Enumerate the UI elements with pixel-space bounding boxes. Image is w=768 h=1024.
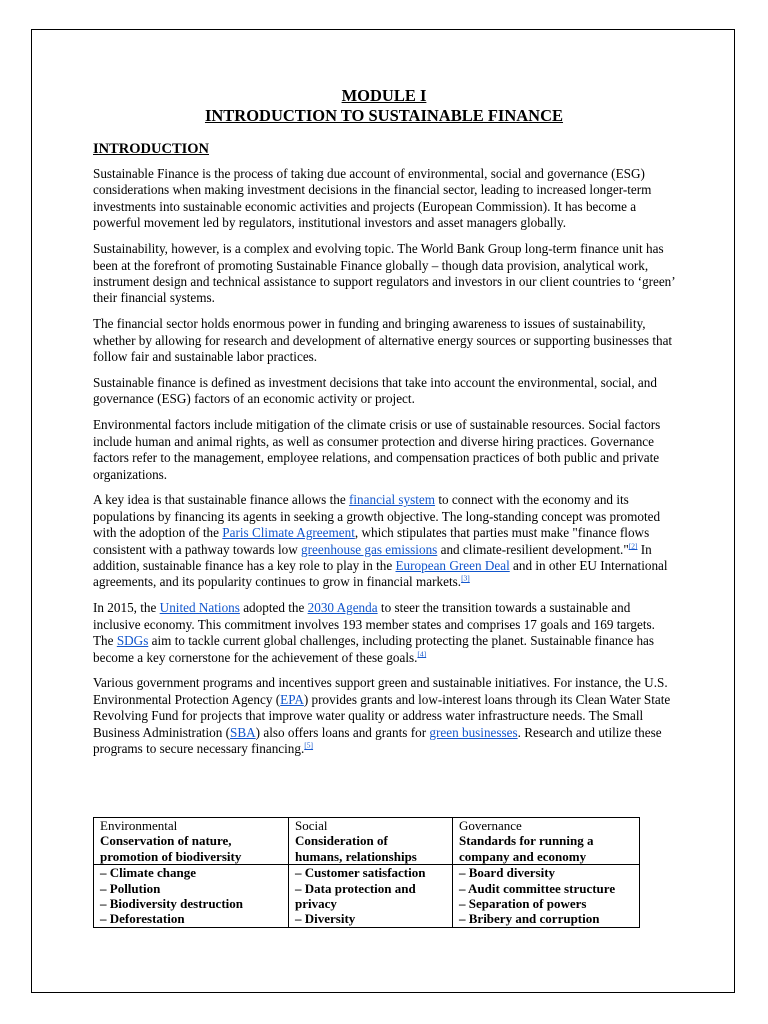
list-item: – Diversity bbox=[295, 911, 356, 927]
paragraph-7 bbox=[93, 600, 675, 666]
link-2030-agenda[interactable]: 2030 Agenda bbox=[307, 600, 378, 616]
header-subtitle: Conservation of nature, bbox=[100, 833, 232, 849]
paragraph-2: Sustainability, however, is a complex and evolving topic. The World Bank Group long-term finance unit has been at the forefront of promoting Sustainable Finance globally – though data provision, analytical work, instrument design and technical assistance to support regulators and investors in our client countries to ‘green’ their financial systems. bbox=[93, 241, 675, 306]
environmental-items bbox=[94, 865, 289, 928]
link-european-green-deal[interactable]: European Green Deal bbox=[395, 558, 510, 574]
list-item: – Climate change bbox=[100, 865, 197, 881]
p8-text-3: ) also offers loans and grants for bbox=[255, 724, 430, 740]
paragraph-3: The financial sector holds enormous power in funding and bringing awareness to issues of sustainability, whether by allowing for research and development of alternative energy sources or supporting businesses that follow fair and sustainable labor practices. bbox=[93, 316, 673, 365]
paragraph-4: Sustainable finance is defined as investment decisions that take into account the environmental, social, and governance (ESG) factors of an economic activity or project. bbox=[93, 374, 657, 407]
document-body bbox=[93, 86, 675, 758]
list-item: – Board diversity bbox=[459, 865, 556, 881]
document-title: INTRODUCTION TO SUSTAINABLE FINANCE bbox=[204, 106, 564, 125]
esg-table bbox=[93, 817, 640, 928]
list-item: – Customer satisfaction bbox=[295, 865, 426, 881]
footnote-ref-4[interactable]: [4] bbox=[417, 649, 427, 659]
paragraph-8 bbox=[93, 675, 675, 757]
p7-text-4: aim to tackle current global challenges, including protecting the planet. Sustainable finance has become a key cornerstone for the achievement of these goals. bbox=[93, 633, 655, 665]
header-subtitle: promotion of biodiversity bbox=[100, 848, 242, 864]
header-label: Social bbox=[295, 818, 328, 833]
p6-text-5: In addition, sustainable finance has a key role to play in the bbox=[93, 541, 652, 574]
header-governance bbox=[453, 818, 640, 865]
link-greenhouse-gas-emissions[interactable]: greenhouse gas emissions bbox=[301, 541, 438, 557]
list-item: – Deforestation bbox=[100, 911, 185, 927]
header-social bbox=[289, 818, 453, 865]
footnote-ref-3[interactable]: [3] bbox=[461, 574, 470, 584]
list-item: privacy bbox=[295, 896, 337, 912]
link-green-businesses[interactable]: green businesses bbox=[429, 724, 518, 740]
header-environmental bbox=[94, 818, 289, 865]
social-items bbox=[289, 865, 453, 928]
header-label: Environmental bbox=[100, 818, 178, 833]
list-item: – Bribery and corruption bbox=[459, 911, 600, 927]
list-item: – Separation of powers bbox=[459, 896, 587, 912]
esg-items-row bbox=[94, 865, 640, 928]
link-financial-system[interactable]: financial system bbox=[348, 492, 436, 508]
paragraph-6 bbox=[93, 492, 675, 590]
paragraph-1: Sustainable Finance is the process of taking due account of environmental, social and governance (ESG) considerations when making investment decisions in the financial sector, leading to increased longer-term investments into sustainable economic activities and projects (European Commission). It has become a powerful movement led by regulators, institutional investors and asset managers globally. bbox=[93, 166, 652, 231]
footnote-ref-2[interactable]: [2] bbox=[628, 541, 638, 551]
p6-text-4: and climate-resilient development." bbox=[437, 541, 629, 557]
list-item: – Pollution bbox=[100, 880, 161, 896]
link-sba[interactable]: SBA bbox=[230, 724, 256, 740]
p6-text-6: and in other EU International agreements, and its popularity continues to grow in financial markets. bbox=[93, 558, 668, 590]
p6-text-2: to connect with the economy and its populations by financing its agents in seeking a growth objective. The long-standing concept was promoted with the adoption of the bbox=[93, 492, 661, 541]
p8-text-4: . Research and utilize these programs to secure necessary financing. bbox=[93, 724, 662, 757]
header-subtitle: humans, relationships bbox=[295, 848, 417, 864]
p8-text-2: ) provides grants and low-interest loans through its Clean Water State Revolving Fund for projects that improve water quality or address water infrastructure needs. The Small Business Administration ( bbox=[93, 691, 671, 740]
footnote-ref-5[interactable]: [5] bbox=[304, 740, 314, 750]
governance-items bbox=[453, 865, 640, 928]
paragraph-5: Environmental factors include mitigation of the climate crisis or use of sustainable resources. Social factors include human and animal rights, as well as consumer protection and diverse hiring practices. Governance factors refer to the management, employee relations, and compensation practices of both public and private organizations. bbox=[93, 417, 661, 482]
p6-text-1: A key idea is that sustainable finance allows the bbox=[93, 492, 349, 508]
header-subtitle: Consideration of bbox=[295, 833, 388, 849]
esg-header-row bbox=[94, 818, 640, 865]
link-epa[interactable]: EPA bbox=[280, 691, 304, 707]
list-item: – Audit committee structure bbox=[459, 880, 616, 896]
header-label: Governance bbox=[459, 818, 522, 833]
list-item: – Biodiversity destruction bbox=[100, 896, 243, 912]
p6-text-3: , which stipulates that parties must make "finance flows consistent with a pathway towards low bbox=[93, 525, 650, 557]
link-sdgs[interactable]: SDGs bbox=[116, 633, 149, 649]
p7-text-1: In 2015, the bbox=[93, 600, 160, 616]
p7-text-2: adopted the bbox=[239, 600, 308, 616]
header-subtitle: company and economy bbox=[459, 848, 587, 864]
link-united-nations[interactable]: United Nations bbox=[159, 600, 240, 616]
p7-text-3: to steer the transition towards a sustainable and inclusive economy. This commitment involves 193 member states and comprises 17 goals and 169 targets. The bbox=[93, 600, 655, 649]
link-paris-climate-agreement[interactable]: Paris Climate Agreement bbox=[222, 525, 355, 541]
p8-text-1: Various government programs and incentives support green and sustainable initiatives. For instance, the U.S. Environmental Protection Agency ( bbox=[93, 675, 668, 707]
list-item: – Data protection and bbox=[295, 880, 416, 896]
header-subtitle: Standards for running a bbox=[459, 833, 594, 849]
module-title: MODULE I bbox=[341, 86, 427, 105]
section-heading: INTRODUCTION bbox=[93, 141, 210, 157]
